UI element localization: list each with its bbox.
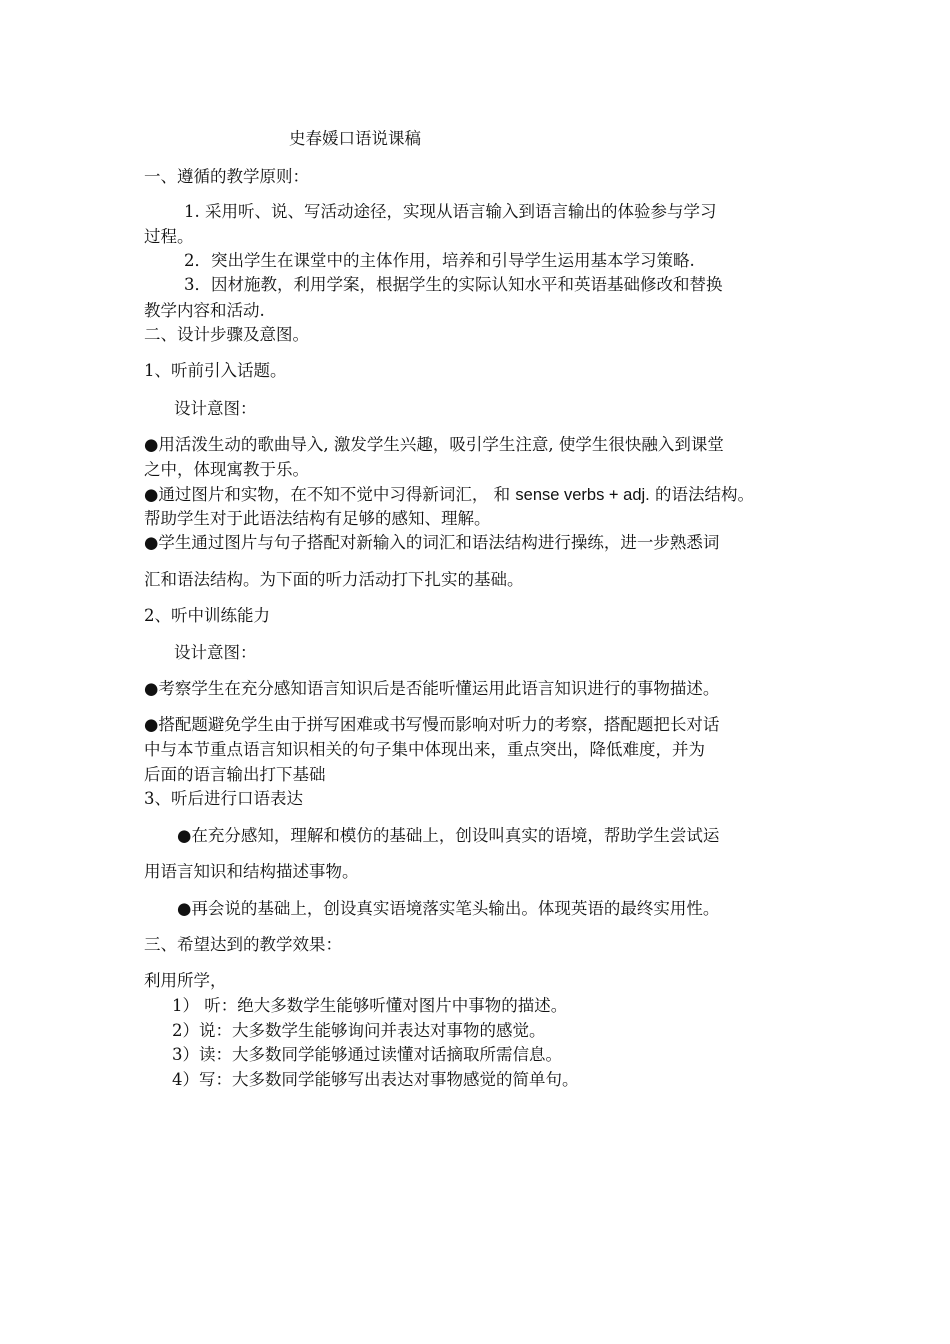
document-title: 史春媛口语说课稿	[289, 129, 421, 148]
step-1-bullet-1-line1: ●用活泼生动的歌曲导入, 激发学生兴趣，吸引学生注意, 使学生很快融入到课堂	[144, 435, 724, 454]
principle-1-line2: 过程。	[144, 227, 194, 246]
step-2-bullet-2-line1: ●搭配题避免学生由于拼写困难或书写慢而影响对听力的考察，搭配题把长对话	[144, 715, 720, 734]
step-3-title: 3、听后进行口语表达	[144, 789, 303, 808]
step-2-bullet-2-line2: 中与本节重点语言知识相关的句子集中体现出来，重点突出，降低难度，并为	[144, 740, 705, 759]
step-3-bullet-1-line1: ●在充分感知，理解和模仿的基础上，创设叫真实的语境，帮助学生尝试运	[177, 826, 720, 845]
step-1-bullet-3-line2: 汇和语法结构。为下面的听力活动打下扎实的基础。	[144, 570, 524, 589]
effects-intro: 利用所学，	[144, 971, 227, 990]
step-3-bullet-2: ●再会说的基础上，创设真实语境落实笔头输出。体现英语的最终实用性。	[177, 899, 720, 918]
principle-3-line1: 3．因材施教，利用学案，根据学生的实际认知水平和英语基础修改和替换	[184, 275, 723, 294]
principle-3-line2: 教学内容和活动.	[144, 301, 265, 320]
principle-2: 2．突出学生在课堂中的主体作用，培养和引导学生运用基本学习策略.	[184, 251, 695, 270]
step-1-bullet-2-english: sense verbs + adj.	[515, 486, 650, 504]
step-1-bullet-2-text-a: ●通过图片和实物，在不知不觉中习得新词汇， 和	[144, 485, 516, 504]
step-3-bullet-1-line2: 用语言知识和结构描述事物。	[144, 862, 359, 881]
step-2-bullet-2-line3: 后面的语言输出打下基础	[144, 765, 326, 784]
section-heading-3: 三、希望达到的教学效果：	[144, 935, 342, 954]
section-heading-2: 二、设计步骤及意图。	[144, 325, 309, 344]
step-2-intent-label: 设计意图：	[174, 643, 257, 662]
step-1-bullet-1-line2: 之中，体现寓教于乐。	[144, 460, 309, 479]
effect-item-1: 1） 听：绝大多数学生能够听懂对图片中事物的描述。	[172, 996, 568, 1015]
section-heading-1: 一、遵循的教学原则：	[144, 167, 309, 186]
step-1-bullet-2-line1	[144, 484, 754, 506]
step-1-bullet-2-line2: 帮助学生对于此语法结构有足够的感知、理解。	[144, 509, 491, 528]
step-1-title: 1、听前引入话题。	[144, 361, 287, 380]
step-2-bullet-1: ●考察学生在充分感知语言知识后是否能听懂运用此语言知识进行的事物描述。	[144, 679, 720, 698]
step-2-title: 2、听中训练能力	[144, 606, 270, 625]
effect-item-3: 3）读：大多数同学能够通过读懂对话摘取所需信息。	[172, 1045, 562, 1064]
step-1-intent-label: 设计意图：	[174, 399, 257, 418]
principle-1-line1: 1. 采用听、说、写活动途径，实现从语言输入到语言输出的体验参与学习	[184, 202, 717, 221]
effect-item-2: 2）说：大多数学生能够询问并表达对事物的感觉。	[172, 1021, 546, 1040]
effect-item-4: 4）写：大多数同学能够写出表达对事物感觉的简单句。	[172, 1070, 579, 1089]
step-1-bullet-3-line1: ●学生通过图片与句子搭配对新输入的词汇和语法结构进行操练，进一步熟悉词	[144, 533, 720, 552]
step-1-bullet-2-text-b: 的语法结构。	[649, 485, 755, 504]
